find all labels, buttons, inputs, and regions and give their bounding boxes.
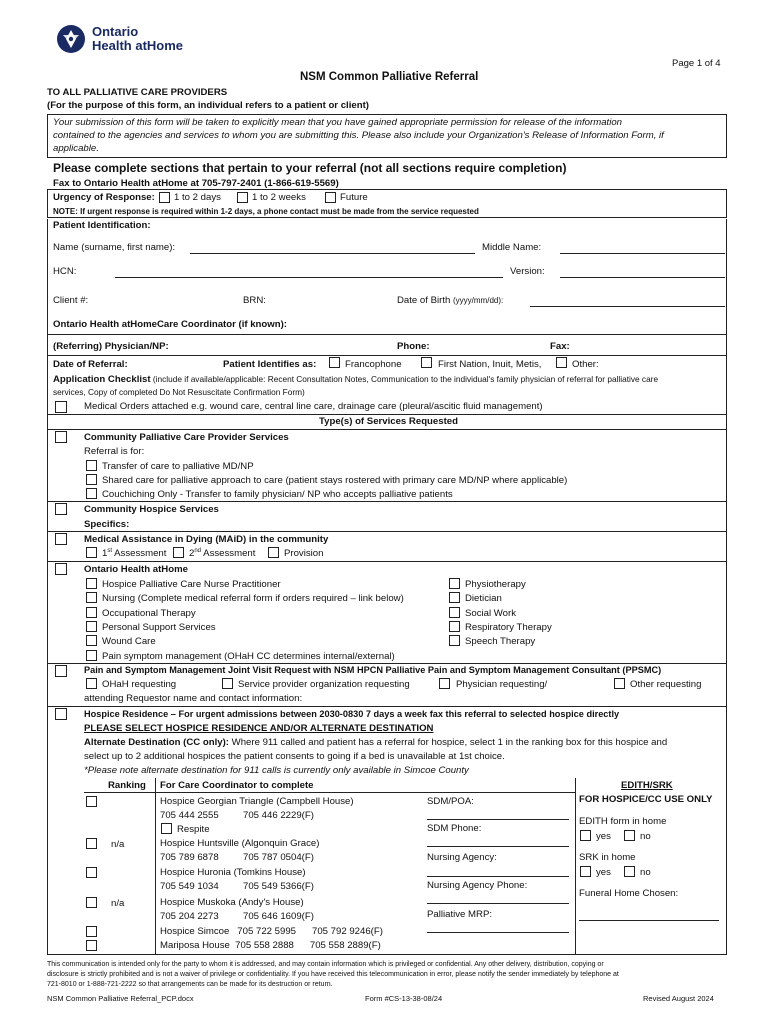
alt-destination-text-1: Where 911 called and patient has a referral for hospice, select 1 in the ranking box for this hospice and <box>228 737 668 748</box>
hospice-simcoe-line: Hospice Simcoe 705 722 5995 705 792 9246(F) <box>160 926 383 937</box>
urgency-1-2-weeks-checkbox[interactable] <box>237 192 248 203</box>
maid-option-3: Provision <box>284 548 324 559</box>
fax-label: Fax: <box>550 341 570 352</box>
hospice-fax: 705 446 2229(F) <box>243 810 314 821</box>
palliative-mrp-label: Palliative MRP: <box>427 909 493 920</box>
oh-service-label: Speech Therapy <box>465 636 536 648</box>
form-outer-border <box>47 219 727 955</box>
oh-service-label: Nursing (Complete medical referral form if orders required – link below) <box>102 593 404 605</box>
maid-opt2-sup: nd <box>194 548 202 554</box>
oh-service-label: Respiratory Therapy <box>465 621 552 633</box>
page-number: Page 1 of 4 <box>672 58 721 69</box>
alt-destination-note: *Please note alternate destination for 911 calls is currently only available in Simcoe County <box>84 765 469 776</box>
funeral-home-label: Funeral Home Chosen: <box>579 888 679 899</box>
srk-yes-label: yes <box>596 867 611 878</box>
psm-title: Pain and Symptom Management Joint Visit Request with NSM HPCN Palliative Pain and Symptom Management Consultant (PPSMC) <box>84 665 662 675</box>
psm-option-1: OHaH requesting <box>102 679 177 690</box>
srk-label: SRK in home <box>579 852 636 863</box>
hospice-services-title: Community Hospice Services <box>84 504 219 515</box>
services-heading: Type(s) of Services Requested <box>319 416 458 427</box>
logo-line2: Health atHome <box>92 38 184 53</box>
logo-line1: Ontario <box>92 24 139 39</box>
alt-destination-label: Alternate Destination (CC only): <box>84 737 229 748</box>
name-label: Name (surname, first name): <box>53 242 176 253</box>
coordinator-label: Ontario Health atHomeCare Coordinator (if known): <box>53 319 287 330</box>
notice-line-2: contained to the agencies and services to whom you are submitting this. Please also include your Organization's Release of Information Form, if <box>53 130 664 141</box>
mariposa-house-line: Mariposa House 705 558 2888 705 558 2889(F) <box>160 940 381 951</box>
phone-label: Phone: <box>397 341 430 352</box>
sdm-phone-label: SDM Phone: <box>427 823 482 834</box>
oh-service-label: Personal Support Services <box>102 621 216 633</box>
middle-name-label: Middle Name: <box>482 242 542 253</box>
version-label: Version: <box>510 266 545 277</box>
hospice-name: Hospice Muskoka (Andy's House) <box>160 897 304 908</box>
oh-service-label: Physiotherapy <box>465 579 526 590</box>
maid-opt1-sup: st <box>107 548 113 554</box>
form-number: Form #CS-13-38-08/24 <box>365 994 443 1003</box>
maid-opt2-post: Assessment <box>201 548 256 560</box>
psm-option-2: Service provider organization requesting <box>238 679 410 690</box>
physician-label: (Referring) Physician/NP: <box>53 341 169 352</box>
psm-option-4: Other requesting <box>630 679 702 690</box>
coordinator-header: For Care Coordinator to complete <box>160 780 314 791</box>
permission-notice <box>47 114 727 158</box>
alt-destination-line-2: select up to 2 additional hospices the patient consents to going if a bed is unavailable at 1st choice. <box>84 751 505 762</box>
client-number-label: Client #: <box>53 295 89 306</box>
edith-form-label: EDITH form in home <box>579 816 667 827</box>
trillium-icon <box>56 24 86 54</box>
psm-option-3: Physician requesting/ <box>456 679 548 690</box>
fnim-option: First Nation, Inuit, Metis, <box>438 359 542 370</box>
urgency-box <box>47 189 727 218</box>
document-name: NSM Common Palliative Referral_PCP.docx <box>47 994 194 1003</box>
other-identity-option: Other: <box>572 359 599 370</box>
urgency-1-2-days-checkbox[interactable] <box>159 192 170 203</box>
cpcps-title: Community Palliative Care Provider Services <box>84 432 289 443</box>
revised-date: Revised August 2024 <box>643 994 714 1003</box>
hospice-phone: 705 444 2555 <box>160 810 219 821</box>
dob-label-text: Date of Birth <box>397 295 451 306</box>
hospice-fax: 705 787 0504(F) <box>243 852 314 863</box>
sdm-poa-label: SDM/POA: <box>427 796 474 807</box>
cpcps-option-3: Couchiching Only - Transfer to family physician/ NP who accepts palliative patients <box>102 489 453 500</box>
nursing-agency-phone-label: Nursing Agency Phone: <box>427 880 528 891</box>
checklist-label: Application Checklist <box>53 374 151 385</box>
patient-id-heading: Patient Identification: <box>53 220 151 231</box>
urgency-option-1: 1 to 2 days <box>174 192 221 203</box>
oh-title: Ontario Health atHome <box>84 564 188 575</box>
oh-service-label: Wound Care <box>102 636 156 648</box>
urgency-future-checkbox[interactable] <box>325 192 336 203</box>
dob-format-hint: (yyyy/mm/dd): <box>453 296 504 305</box>
medical-orders-label: Medical Orders attached e.g. wound care, central line care, drainage care (pleural/ascitic fluid management) <box>84 401 543 412</box>
hcn-label: HCN: <box>53 266 77 277</box>
oh-service-label: Occupational Therapy <box>102 607 196 619</box>
francophone-option: Francophone <box>345 359 402 370</box>
hospice-phone: 705 549 1034 <box>160 881 219 892</box>
notice-line-1: Your submission of this form will be taken to explicitly mean that you have gained appropriate permission for release of the information <box>53 117 622 128</box>
oh-service-label: Dietician <box>465 593 502 605</box>
brn-label: BRN: <box>243 295 266 306</box>
hospice-phone: 705 789 6878 <box>160 852 219 863</box>
checklist-line-2: services, Copy of completed Do Not Resuscitate Confirmation Form) <box>53 387 305 397</box>
hospice-name: Hospice Georgian Triangle (Campbell House) <box>160 796 354 807</box>
urgency-note: NOTE: If urgent response is required within 1-2 days, a phone contact must be made from the service requested <box>53 207 479 216</box>
disclaimer-line-3: 721-8010 or 1-888-721-2222 so that arrangements can be made for its destruction or return. <box>47 981 333 988</box>
oh-service-label: Hospice Palliative Care Nurse Practitioner <box>102 579 281 590</box>
form-title: NSM Common Palliative Referral <box>300 71 479 83</box>
maid-opt2-pre: 2 <box>189 548 195 560</box>
maid-opt1-post: Assessment <box>112 548 167 560</box>
disclaimer-line-1: This communication is intended only for the party to whom it is addressed, and may contain information which is privileged or confidential. Any other delivery, distribution, copying or <box>47 961 604 968</box>
fax-line: Fax to Ontario Health atHome at 705-797-2401 (1-866-619-5569) <box>53 178 339 189</box>
psm-attending-label: attending Requestor name and contact information: <box>84 693 303 704</box>
sections-heading: Please complete sections that pertain to your referral (not all sections require completion) <box>53 161 567 175</box>
purpose-note: (For the purpose of this form, an individual refers to a patient or client) <box>47 100 369 111</box>
select-hospice-instruction: PLEASE SELECT HOSPICE RESIDENCE AND/OR ALTERNATE DESTINATION <box>84 723 434 734</box>
srk-no-label: no <box>640 867 651 878</box>
hospice-rank-value: n/a <box>111 839 125 850</box>
identifies-as-label: Patient Identifies as: <box>223 359 317 370</box>
edith-srk-header: EDITH/SRK <box>621 780 673 791</box>
nursing-agency-label: Nursing Agency: <box>427 852 497 863</box>
hospice-name: Hospice Huronia (Tomkins House) <box>160 867 306 878</box>
notice-line-3: applicable. <box>53 143 99 154</box>
maid-title: Medical Assistance in Dying (MAiD) in the community <box>84 534 329 545</box>
hospice-cc-header: FOR HOSPICE/CC USE ONLY <box>579 794 713 805</box>
oh-service-label: Pain symptom management (OHaH CC determines internal/external) <box>102 650 395 662</box>
urgency-label: Urgency of Response: <box>53 192 155 203</box>
hospice-phone: 705 204 2273 <box>160 911 219 922</box>
hospice-residence-title: Hospice Residence – For urgent admissions between 2030-0830 7 days a week fax this referral to selected hospice directly <box>84 709 620 719</box>
referral-date-label: Date of Referral: <box>53 359 128 370</box>
cpcps-option-1: Transfer of care to palliative MD/NP <box>102 461 254 472</box>
checklist-text-1: (include if available/applicable: Recent Consultation Notes, Communication to the individual's family physician of referral for palliative care <box>152 374 659 384</box>
maid-opt1-pre: 1 <box>102 548 108 560</box>
referral-for-label: Referral is for: <box>84 446 145 457</box>
oh-service-label: Social Work <box>465 607 517 619</box>
cpcps-option-2: Shared care for palliative approach to care (patient stays rostered with primary care MD/NP where applicable) <box>102 475 568 486</box>
urgency-option-3: Future <box>340 192 368 203</box>
ranking-header: Ranking <box>108 780 146 791</box>
hospice-fax: 705 549 5366(F) <box>243 881 314 892</box>
hospice-rank-value: n/a <box>111 898 125 909</box>
edith-no-label: no <box>640 831 651 842</box>
disclaimer-line-2: disclosure is strictly prohibited and is not a waiver of privilege or confidentiality. If you have received this telecommunication in error, please notify the sender immediately by telephone at <box>47 971 619 978</box>
specifics-label: Specifics: <box>84 519 130 530</box>
hospice-fax: 705 646 1609(F) <box>243 911 314 922</box>
to-all-providers: TO ALL PALLIATIVE CARE PROVIDERS <box>47 87 228 98</box>
edith-yes-label: yes <box>596 831 611 842</box>
respite-label: Respite <box>177 824 210 835</box>
hospice-name: Hospice Huntsville (Algonquin Grace) <box>160 838 320 849</box>
urgency-option-2: 1 to 2 weeks <box>252 192 306 203</box>
